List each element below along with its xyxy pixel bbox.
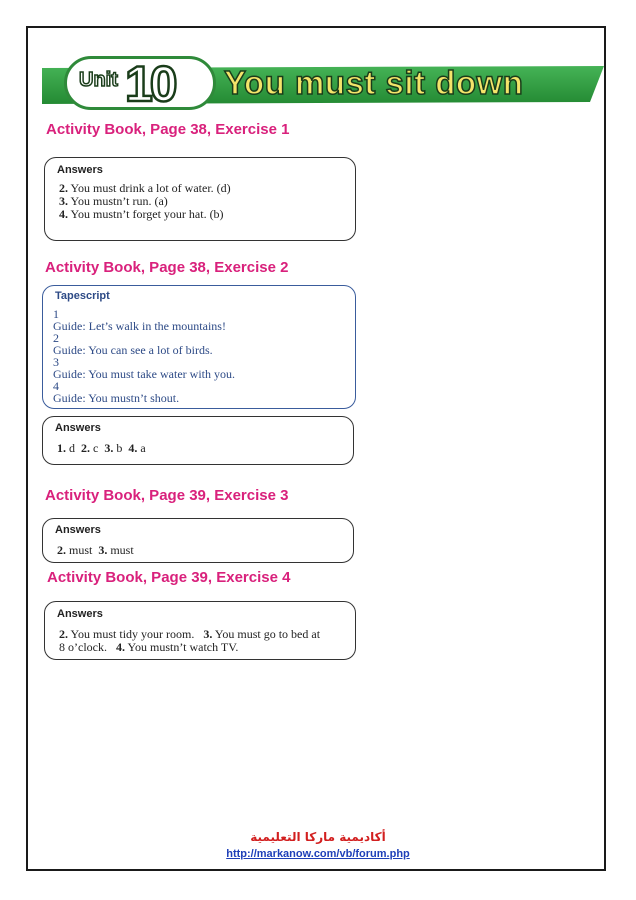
unit-label: Unit [79,69,118,91]
unit-banner [42,56,604,112]
answer-line: 4. You mustn’t forget your hat. (b) [59,207,224,221]
tapescript-title: Tapescript [55,290,110,302]
tapescript-line: Guide: You can see a lot of birds. [53,343,213,357]
footer-academy-name: أكاديمية ماركا التعليمية [250,830,386,844]
section-heading: Activity Book, Page 39, Exercise 3 [45,487,289,504]
tapescript-box [42,285,356,409]
answers-box [42,416,354,465]
answers-title: Answers [57,608,103,620]
tapescript-line: 3 [53,355,59,369]
page-title: You must sit down [224,64,524,101]
section-heading: Activity Book, Page 39, Exercise 4 [47,569,291,586]
answers-box [44,601,356,660]
tapescript-line: 2 [53,331,59,345]
tapescript-line: 4 [53,379,59,393]
answers-list: 2. must 3. must [57,543,134,557]
answer-line: 2. You must drink a lot of water. (d) [59,181,231,195]
answer-line: 3. You mustn’t run. (a) [59,194,168,208]
unit-badge [64,56,216,110]
answers-box [44,157,356,241]
tapescript-line: Guide: You must take water with you. [53,367,235,381]
answers-list: 1. d 2. c 3. b 4. a [57,441,146,455]
tapescript-line: Guide: You mustn’t shout. [53,391,180,405]
answers-title: Answers [55,422,101,434]
tapescript-line: Guide: Let’s walk in the mountains! [53,319,226,333]
section-heading: Activity Book, Page 38, Exercise 1 [46,121,290,138]
answers-list [59,182,231,221]
answers-box [42,518,354,563]
answer-line: 8 o’clock. 4. You mustn’t watch TV. [59,640,239,654]
answer-line: 2. You must tidy your room. 3. You must go to bed at [59,627,321,641]
tapescript-line: 1 [53,307,59,321]
tapescript-lines [53,308,235,404]
answers-title: Answers [55,524,101,536]
section-heading: Activity Book, Page 38, Exercise 2 [45,259,289,276]
answers-title: Answers [57,164,103,176]
answers-list [59,628,320,654]
footer-forum-link[interactable]: http://markanow.com/vb/forum.php [226,848,410,860]
unit-number: 10 [125,56,175,112]
